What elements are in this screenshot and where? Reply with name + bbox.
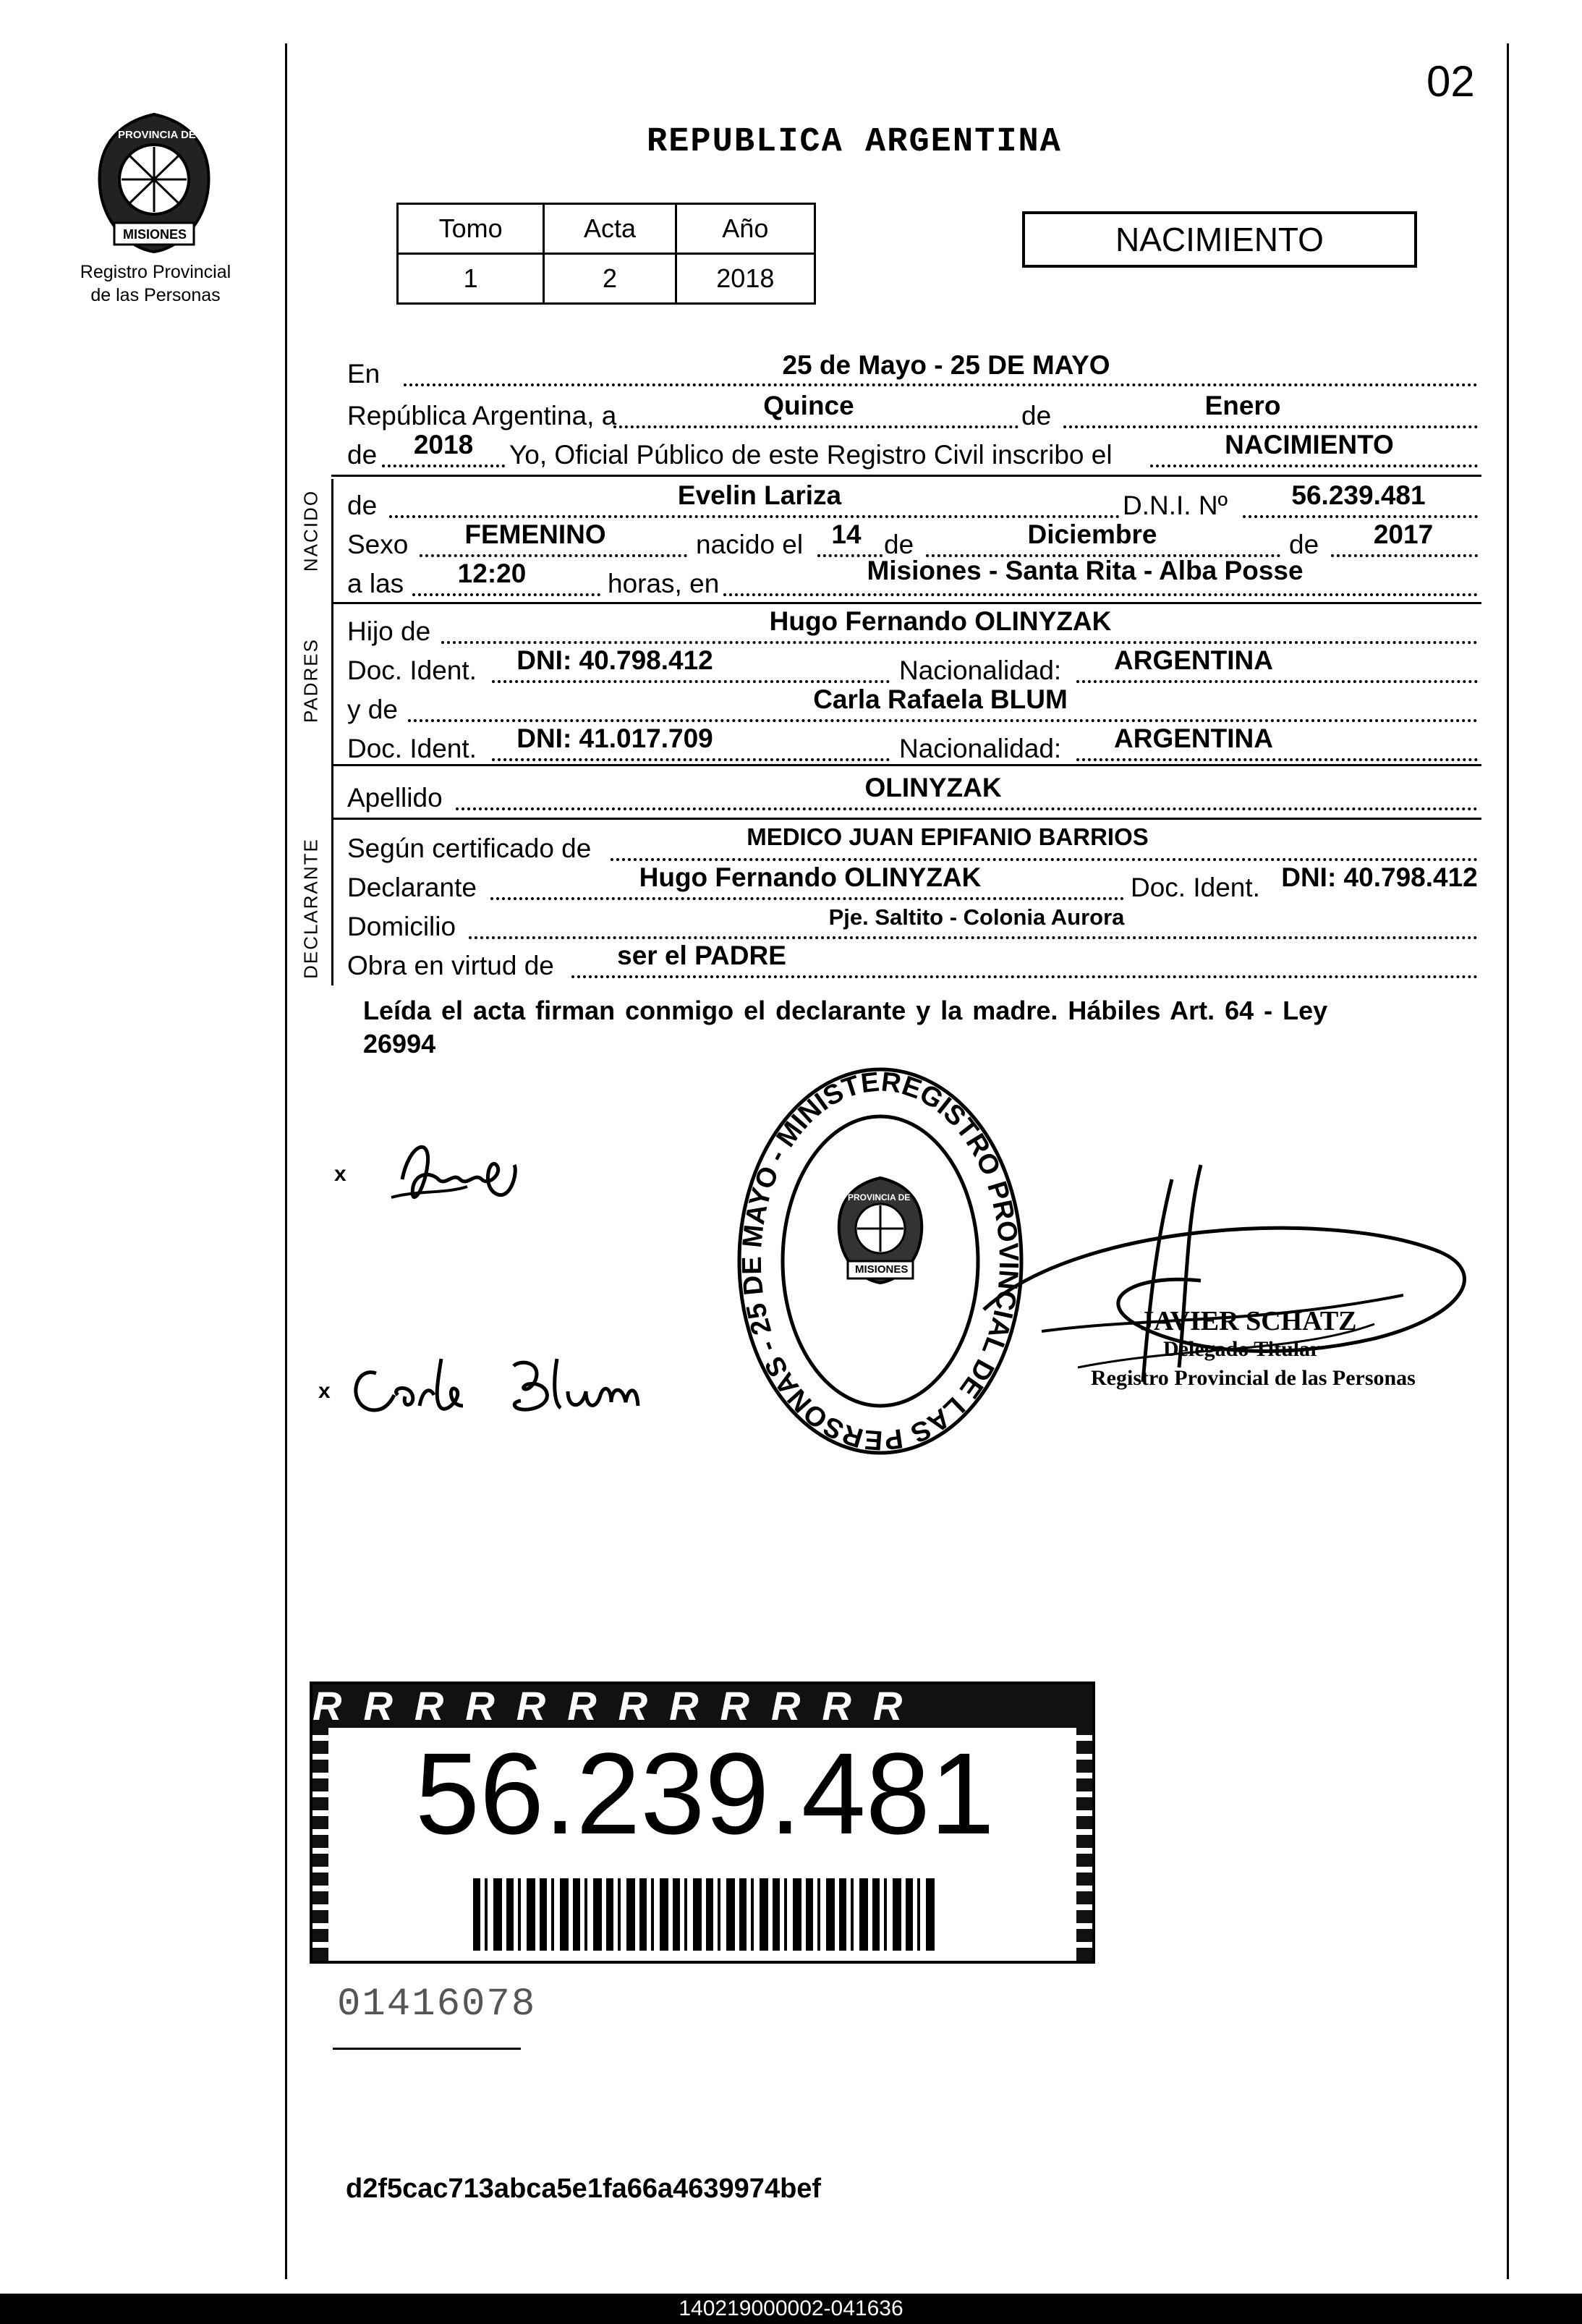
logo-text-top: PROVINCIA DE xyxy=(118,129,196,141)
label-de-mes: de xyxy=(884,530,914,559)
label-obra-en-virtud: Obra en virtud de xyxy=(347,951,554,980)
label-en: En xyxy=(347,359,380,389)
dots-obra xyxy=(571,975,1478,978)
value-tipo: NACIMIENTO xyxy=(1225,430,1394,459)
value-mes: Enero xyxy=(1204,391,1281,420)
signature-2-text xyxy=(362,1367,610,1418)
seal-center-top: PROVINCIA DE xyxy=(848,1192,911,1203)
sticker-number: 56.239.481 xyxy=(415,1729,995,1858)
signature-1-text xyxy=(402,1158,542,1217)
label-republica-a: República Argentina, a xyxy=(347,401,617,431)
dots-en xyxy=(404,383,1478,386)
sticker-serial: 01416078 xyxy=(337,1982,537,2027)
footer-bar xyxy=(0,2294,1582,2324)
dots-nombre xyxy=(389,515,1120,518)
dots-hora xyxy=(412,593,600,596)
dots-certificado xyxy=(611,858,1478,861)
label-apellido: Apellido xyxy=(347,783,443,813)
value-lugar-nac: Misiones - Santa Rita - Alba Posse xyxy=(867,556,1304,585)
value-declarante-doc: DNI: 40.798.412 xyxy=(1281,862,1478,892)
registry-name-line2: de las Personas xyxy=(90,285,221,305)
id-sticker xyxy=(310,1681,1095,1964)
label-nacido-el: nacido el xyxy=(696,530,804,559)
record-table-header-tomo: Tomo xyxy=(398,204,544,254)
label-segun-certificado: Según certificado de xyxy=(347,834,592,863)
value-padre-doc: DNI: 40.798.412 xyxy=(516,645,713,675)
value-certificado: MEDICO JUAN EPIFANIO BARRIOS xyxy=(747,823,1149,850)
value-madre-nac: ARGENTINA xyxy=(1114,724,1273,753)
sections-divider-line xyxy=(331,479,333,985)
document-hash: d2f5cac713abca5e1fa66a4639974bef xyxy=(346,2174,822,2204)
separator-1 xyxy=(331,475,1481,477)
label-hijo-de: Hijo de xyxy=(347,616,431,646)
record-table-value-acta: 2 xyxy=(544,254,676,304)
label-de: de xyxy=(1021,401,1052,431)
value-sexo: FEMENINO xyxy=(464,519,606,549)
dots-madre-nac xyxy=(1076,758,1478,761)
value-padre-nac: ARGENTINA xyxy=(1114,645,1273,675)
separator-4 xyxy=(331,818,1481,820)
sticker-left-border xyxy=(312,1728,328,1961)
dots-declarante xyxy=(490,897,1124,900)
officer-title: Delegado Titular xyxy=(1163,1337,1320,1361)
dots-anio-nac xyxy=(1331,554,1478,557)
separator-2 xyxy=(331,602,1481,604)
value-dia-nac: 14 xyxy=(831,519,862,549)
record-table-header-acta: Acta xyxy=(544,204,676,254)
value-nombre: Evelin Lariza xyxy=(677,480,842,510)
country-title: REPUBLICA ARGENTINA xyxy=(647,123,1062,161)
dots-padre xyxy=(441,641,1478,644)
label-a-las: a las xyxy=(347,569,404,598)
record-table-value-row xyxy=(398,254,815,304)
serial-underline xyxy=(333,2048,521,2050)
value-anio-nac: 2017 xyxy=(1373,519,1434,549)
sticker-barcode xyxy=(473,1878,936,1951)
dots-lugar-nac xyxy=(723,593,1478,596)
dots-dia xyxy=(613,425,1018,428)
label-dni-no: D.N.I. Nº xyxy=(1123,491,1228,520)
label-nacionalidad-2: Nacionalidad: xyxy=(899,734,1062,763)
dots-padre-nac xyxy=(1076,680,1478,683)
left-margin-line xyxy=(285,43,287,2279)
dots-apellido xyxy=(456,807,1478,810)
right-margin-line xyxy=(1507,43,1509,2279)
value-madre-doc: DNI: 41.017.709 xyxy=(516,724,713,753)
section-label-declarante: DECLARANTE xyxy=(299,838,322,979)
label-doc-ident-3: Doc. Ident. xyxy=(1131,873,1260,902)
dots-tipo xyxy=(1150,465,1478,467)
closing-line2: 26994 xyxy=(363,1029,436,1059)
value-lugar: 25 de Mayo - 25 DE MAYO xyxy=(782,350,1110,380)
value-madre: Carla Rafaela BLUM xyxy=(813,684,1068,714)
dots-mes xyxy=(1063,425,1478,428)
value-domicilio: Pje. Saltito - Colonia Aurora xyxy=(828,904,1125,930)
record-table xyxy=(396,203,816,305)
label-domicilio: Domicilio xyxy=(347,912,456,941)
value-declarante: Hugo Fernando OLINYZAK xyxy=(639,862,982,892)
section-label-padres: PADRES xyxy=(299,638,322,723)
dots-anio xyxy=(382,465,505,467)
value-apellido: OLINYZAK xyxy=(864,773,1002,802)
record-table-header-anio: Año xyxy=(676,204,815,254)
footer-code: 140219000002-041636 xyxy=(679,2297,903,2320)
record-table-value-tomo: 1 xyxy=(398,254,544,304)
logo-text-bottom: MISIONES xyxy=(123,227,187,242)
closing-line1: Leída el acta firman conmigo el declarante y la madre. Hábiles Art. 64 - Ley xyxy=(363,996,1328,1025)
seal-ring-text: REGISTRO PROVINCIAL DE LAS PERSONAS - 25 DE MAYO - MINISTE xyxy=(736,1066,1024,1456)
value-hora: 12:20 xyxy=(457,559,527,588)
label-de-anio: de xyxy=(1289,530,1319,559)
seal-center-bottom: MISIONES xyxy=(855,1263,909,1276)
province-logo xyxy=(78,107,230,259)
dots-madre xyxy=(408,719,1478,722)
officer-org: Registro Provincial de las Personas xyxy=(1091,1366,1416,1390)
label-doc-ident-1: Doc. Ident. xyxy=(347,656,477,685)
page-number: 02 xyxy=(1426,57,1475,106)
label-sexo: Sexo xyxy=(347,530,409,559)
label-doc-ident-2: Doc. Ident. xyxy=(347,734,477,763)
dots-domicilio xyxy=(469,936,1478,939)
label-y-de: y de xyxy=(347,695,398,724)
section-label-nacido: NACIDO xyxy=(299,489,322,572)
signature-1-mark: x xyxy=(334,1162,346,1186)
doc-type-box: NACIMIENTO xyxy=(1022,211,1417,268)
value-anio: 2018 xyxy=(413,430,474,459)
label-declarante: Declarante xyxy=(347,873,477,902)
label-nacionalidad-1: Nacionalidad: xyxy=(899,656,1062,685)
value-dia: Quince xyxy=(763,391,854,420)
label-de2: de xyxy=(347,440,378,470)
label-yo-oficial: Yo, Oficial Público de este Registro Civil inscribo el xyxy=(509,440,1113,470)
sticker-pattern: RRRRRRRRRRRR xyxy=(312,1684,1092,1728)
sticker-right-border xyxy=(1076,1728,1092,1961)
label-de-nombre: de xyxy=(347,491,378,520)
dots-dni xyxy=(1243,515,1478,518)
separator-3 xyxy=(331,764,1481,766)
value-mes-nac: Diciembre xyxy=(1027,519,1157,549)
signature-2-mark: x xyxy=(318,1379,331,1403)
record-table-value-anio: 2018 xyxy=(676,254,815,304)
value-obra: ser el PADRE xyxy=(617,941,786,970)
value-padre: Hugo Fernando OLINYZAK xyxy=(769,606,1112,636)
dots-madre-doc xyxy=(492,758,890,761)
dots-padre-doc xyxy=(492,680,890,683)
registry-name-line1: Registro Provincial xyxy=(80,262,231,282)
dots-sexo xyxy=(420,554,687,557)
record-table-header-row xyxy=(398,204,815,254)
officer-name: JAVIER SCHATZ xyxy=(1140,1306,1357,1336)
value-dni: 56.239.481 xyxy=(1291,480,1426,510)
label-horas-en: horas, en xyxy=(608,569,720,598)
